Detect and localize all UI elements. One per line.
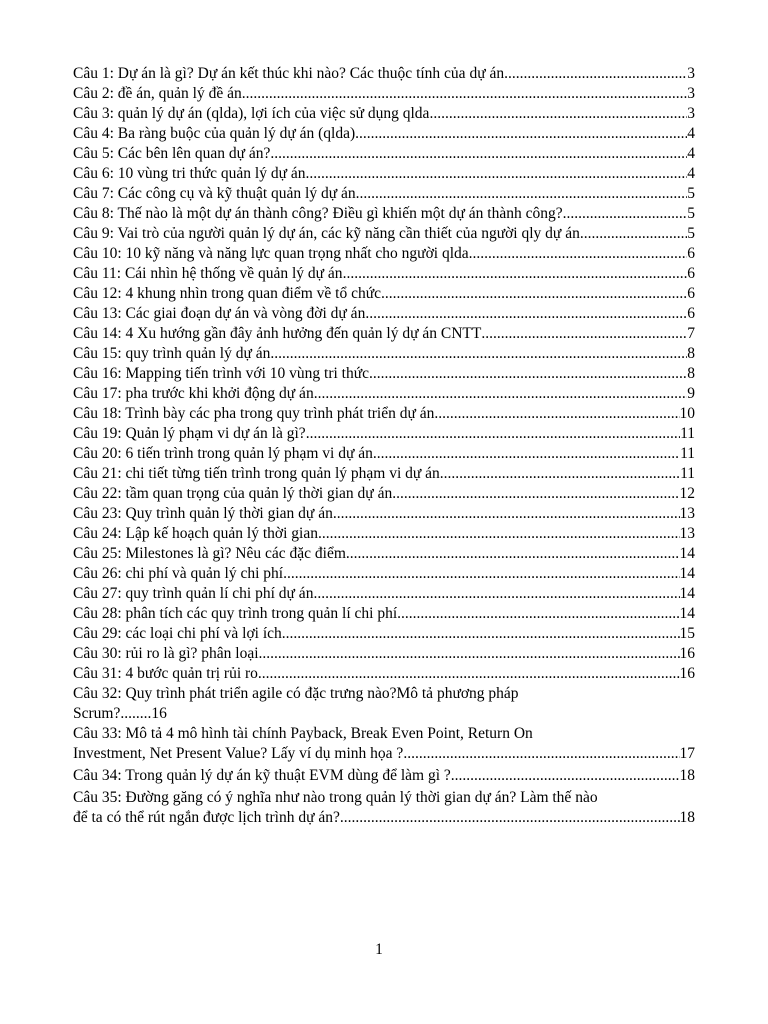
toc-entry-29[interactable] (73, 624, 695, 644)
toc-entry-12[interactable] (73, 284, 695, 304)
toc-entry-page-number: 7 (687, 325, 695, 342)
toc-entry-title: Câu 31: 4 bước quản trị rủi ro (73, 665, 258, 682)
toc-entry-4[interactable] (73, 124, 695, 144)
toc-entry-leader-dots (258, 664, 680, 684)
toc-entry-title-line2: để ta có thể rút ngắn được lịch trình dự án? (73, 809, 340, 826)
toc-entry-leader-dots (397, 604, 679, 624)
toc-entry-leader-dots (355, 124, 687, 144)
toc-entry-leader-dots (504, 64, 687, 84)
toc-entry-page-number: 3 (687, 65, 695, 82)
toc-entry-page-number: 8 (687, 365, 695, 382)
toc-entry-title: Câu 8: Thế nào là một dự án thành công? Điều gì khiến một dự án thành công? (73, 205, 563, 222)
toc-entry-1[interactable] (73, 64, 695, 84)
toc-entry-title: Câu 22: tầm quan trọng của quản lý thời gian dự án (73, 485, 393, 502)
toc-entry-leader-dots (346, 544, 680, 564)
toc-entry-leader-dots (451, 766, 680, 786)
toc-entry-page-number: 8 (687, 345, 695, 362)
toc-entry-8[interactable] (73, 204, 695, 224)
toc-entry-leader-dots (306, 424, 680, 444)
toc-entry-leader-dots (481, 324, 687, 344)
toc-entry-35[interactable] (73, 788, 695, 828)
toc-entry-32[interactable] (73, 684, 695, 724)
toc-entry-leader-dots (283, 564, 679, 584)
toc-entry-leader-dots (270, 144, 687, 164)
toc-entry-page-number: 14 (679, 565, 695, 582)
toc-entry-page-number: 16 (679, 665, 695, 682)
toc-entry-page-number: 9 (687, 385, 695, 402)
toc-entry-leader-dots (429, 104, 687, 124)
toc-entry-leader-dots (373, 444, 680, 464)
toc-entry-page-number: 16 (679, 645, 695, 662)
toc-entry-22[interactable] (73, 484, 695, 504)
toc-entry-34[interactable] (73, 766, 695, 786)
toc-entry-page-number: 10 (679, 405, 695, 422)
toc-entry-26[interactable] (73, 564, 695, 584)
toc-entry-page-number: 16 (151, 705, 167, 722)
toc-entry-title-line1: Câu 33: Mô tả 4 mô hình tài chính Payback, Break Even Point, Return On (73, 725, 533, 742)
toc-entry-33[interactable] (73, 724, 695, 764)
toc-entry-title: Câu 7: Các công cụ và kỹ thuật quản lý dự án (73, 185, 356, 202)
toc-entry-leader-dots (242, 84, 688, 104)
toc-entry-leader-dots (469, 244, 688, 264)
toc-entry-page-number: 6 (687, 265, 695, 282)
toc-entry-leader-dots (343, 264, 688, 284)
toc-entry-title: Câu 16: Mapping tiến trình với 10 vùng tri thức (73, 365, 369, 382)
toc-entry-7[interactable] (73, 184, 695, 204)
toc-entry-10[interactable] (73, 244, 695, 264)
toc-entry-title: Câu 23: Quy trình quản lý thời gian dự án (73, 505, 333, 522)
toc-entry-title: Câu 6: 10 vùng tri thức quản lý dự án (73, 165, 306, 182)
toc-entry-page-number: 14 (679, 545, 695, 562)
toc-entry-page-number: 5 (687, 205, 695, 222)
toc-entry-title: Câu 5: Các bên lên quan dự án? (73, 145, 271, 162)
toc-entry-page-number: 18 (679, 767, 695, 784)
toc-entry-leader-dots (282, 624, 680, 644)
toc-entry-leader-dots (580, 224, 687, 244)
toc-entry-page-number: 13 (679, 505, 695, 522)
toc-entry-9[interactable] (73, 224, 695, 244)
toc-entry-leader-dots (392, 484, 679, 504)
toc-entry-18[interactable] (73, 404, 695, 424)
toc-entry-6[interactable] (73, 164, 695, 184)
toc-entry-leader-dots (270, 344, 687, 364)
toc-entry-title-line2: Investment, Net Present Value? Lấy ví dụ minh họa ? (73, 745, 404, 762)
toc-entry-page-number: 15 (679, 625, 695, 642)
toc-entry-3[interactable] (73, 104, 695, 124)
toc-entry-title: Câu 17: pha trước khi khởi động dự án (73, 385, 314, 402)
toc-entry-leader-dots (365, 304, 687, 324)
toc-entry-page-number: 4 (687, 145, 695, 162)
toc-entry-title: Câu 34: Trong quản lý dự án kỹ thuật EVM dùng để làm gì ? (73, 767, 451, 784)
toc-entry-title: Câu 1: Dự án là gì? Dự án kết thúc khi nào? Các thuộc tính của dự án (73, 65, 505, 82)
toc-entry-19[interactable] (73, 424, 695, 444)
toc-entry-title: Câu 21: chi tiết từng tiến trình trong quản lý phạm vi dự án (73, 465, 440, 482)
toc-entry-25[interactable] (73, 544, 695, 564)
toc-entry-title: Câu 9: Vai trò của người quản lý dự án, các kỹ năng cần thiết của người qly dự án (73, 225, 580, 242)
toc-entry-title: Câu 14: 4 Xu hướng gần đây ảnh hưởng đến quản lý dự án CNTT (73, 325, 482, 342)
toc-entry-page-number: 18 (679, 809, 695, 826)
toc-entry-title-line1: Câu 35: Đường găng có ý nghĩa như nào trong quản lý thời gian dự án? Làm thế nào (73, 789, 598, 806)
toc-entry-page-number: 12 (679, 485, 695, 502)
toc-entry-page-number: 11 (680, 445, 695, 462)
toc-entry-leader-dots (313, 584, 679, 604)
toc-entry-28[interactable] (73, 604, 695, 624)
toc-entry-24[interactable] (73, 524, 695, 544)
toc-entry-leader-dots (356, 184, 688, 204)
toc-entry-17[interactable] (73, 384, 695, 404)
toc-entry-leader-dots (333, 504, 680, 524)
toc-entry-title: Câu 13: Các giai đoạn dự án và vòng đời dự án (73, 305, 366, 322)
toc-entry-page-number: 4 (687, 165, 695, 182)
toc-entry-title: Câu 2: đề án, quản lý đề án (73, 85, 242, 102)
toc-entry-11[interactable] (73, 264, 695, 284)
toc-entry-title-line1: Câu 32: Quy trình phát triển agile có đặc trưng nào?Mô tả phương pháp (73, 685, 519, 702)
toc-entry-title: Câu 3: quản lý dự án (qlda), lợi ích của việc sử dụng qlda (73, 105, 430, 122)
toc-entry-27[interactable] (73, 584, 695, 604)
toc-entry-leader-dots (259, 644, 680, 664)
toc-entry-21[interactable] (73, 464, 695, 484)
toc-entry-leader-dots (340, 808, 680, 828)
toc-entry-5[interactable] (73, 144, 695, 164)
toc-entry-leader-dots: ........ (120, 705, 152, 722)
toc-entry-title: Câu 19: Quản lý phạm vi dự án là gì? (73, 425, 306, 442)
toc-entry-title: Câu 20: 6 tiến trình trong quản lý phạm vi dự án (73, 445, 373, 462)
toc-entry-leader-dots (314, 384, 688, 404)
toc-entry-23[interactable] (73, 504, 695, 524)
toc-entry-leader-dots (305, 164, 687, 184)
toc-entry-13[interactable] (73, 304, 695, 324)
toc-entry-page-number: 3 (687, 105, 695, 122)
toc-entry-list (73, 64, 695, 684)
table-of-contents (73, 64, 695, 828)
toc-entry-leader-dots (563, 204, 688, 224)
toc-entry-page-number: 11 (680, 465, 695, 482)
toc-entry-page-number: 14 (679, 605, 695, 622)
toc-entry-leader-dots (381, 284, 687, 304)
toc-entry-16[interactable] (73, 364, 695, 384)
toc-entry-title: Câu 15: quy trình quản lý dự án (73, 345, 271, 362)
toc-entry-leader-dots (369, 364, 687, 384)
toc-entry-title: Câu 12: 4 khung nhìn trong quan điểm về tổ chức (73, 285, 382, 302)
toc-entry-title: Câu 18: Trình bày các pha trong quy trình phát triển dự án (73, 405, 435, 422)
toc-entry-30[interactable] (73, 644, 695, 664)
toc-entry-title: Câu 25: Milestones là gì? Nêu các đặc điểm (73, 545, 346, 562)
toc-entry-leader-dots (434, 404, 679, 424)
toc-entry-title: Câu 29: các loại chi phí và lợi ích (73, 625, 282, 642)
toc-entry-title: Câu 27: quy trình quản lí chi phí dự án (73, 585, 314, 602)
toc-entry-15[interactable] (73, 344, 695, 364)
toc-entry-page-number: 14 (679, 585, 695, 602)
toc-entry-leader-dots (440, 464, 680, 484)
toc-entry-page-number: 6 (687, 285, 695, 302)
toc-entry-title: Câu 26: chi phí và quản lý chi phí (73, 565, 284, 582)
toc-entry-14[interactable] (73, 324, 695, 344)
page-number: 1 (375, 941, 383, 958)
toc-entry-page-number: 6 (687, 245, 695, 262)
toc-entry-leader-dots (403, 744, 679, 764)
toc-entry-title: Câu 24: Lập kế hoạch quản lý thời gian (73, 525, 318, 542)
toc-entry-title: Câu 4: Ba ràng buộc của quản lý dự án (qlda) (73, 125, 356, 142)
toc-entry-title: Câu 30: rủi ro là gì? phân loại (73, 645, 259, 662)
toc-entry-page-number: 5 (687, 225, 695, 242)
toc-entry-page-number: 3 (687, 85, 695, 102)
toc-entry-2[interactable] (73, 84, 695, 104)
toc-entry-page-number: 17 (679, 745, 695, 762)
toc-entry-page-number: 6 (687, 305, 695, 322)
toc-entry-title: Câu 11: Cái nhìn hệ thống về quản lý dự án (73, 265, 343, 282)
toc-entry-title: Câu 28: phân tích các quy trình trong quản lí chi phí (73, 605, 398, 622)
toc-entry-page-number: 4 (687, 125, 695, 142)
toc-entry-page-number: 13 (679, 525, 695, 542)
toc-entry-20[interactable] (73, 444, 695, 464)
toc-entry-page-number: 5 (687, 185, 695, 202)
toc-entry-title-line2: Scrum? (73, 705, 121, 722)
toc-entry-31[interactable] (73, 664, 695, 684)
toc-entry-page-number: 11 (680, 425, 695, 442)
toc-entry-leader-dots (318, 524, 680, 544)
toc-entry-title: Câu 10: 10 kỹ năng và năng lực quan trọng nhất cho người qlda (73, 245, 469, 262)
